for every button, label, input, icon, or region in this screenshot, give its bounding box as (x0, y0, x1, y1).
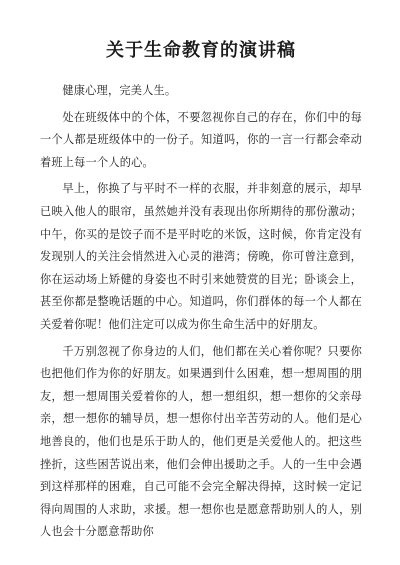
paragraph-4: 千万别忽视了你身边的人们，他们都在关心着你呢？只要你也把他们作为你的好朋友。如果遇到什么困难，想一想周围的朋友，想一想周围关爱着你的人，想一想组织，想一想你的父亲母亲，想一想你的辅导员，想一想你付出辛苦劳动的人。他们是心地善良的，他们也是乐于助人的，他们更是关爱他人的。把这些挫折，这些困苦说出来，他们会伸出援助之手。人的一生中会遇到这样那样的困难，自己可能不会完全解决得掉，这时候一定记得向周围的人求助，求援。想一想你也是愿意帮助别人的人，别人也会十分愿意帮助你 (40, 344, 362, 539)
document-title: 关于生命教育的演讲稿 (106, 40, 296, 61)
paragraph-2: 处在班级体中的个体，不要忽视你自己的存在，你们中的每一个人都是班级体中的一份子。知道吗，你的一言一行都会牵动着班上每一个人的心。 (40, 110, 362, 169)
paragraph-3: 早上，你换了与平时不一样的衣服，并非刻意的展示，却早已映入他人的眼帘，虽然她并没有表现出你所期待的那份激动；中午，你买的是饺子而不是平时吃的米饭，这时候，你肯定没有发现别人的关注会悄然进入心灵的港湾；傍晚，你可曾注意到，你在运动场上矫健的身姿也不时引来她赞赏的目光；卧谈会上，甚至你都是整晚话题的中心。知道吗，你们群体的每一个人都在关爱着你呢！他们注定可以成为你生命生活中的好朋友。 (40, 182, 362, 331)
paragraph-1: 健康心理，完美人生。 (62, 84, 177, 97)
